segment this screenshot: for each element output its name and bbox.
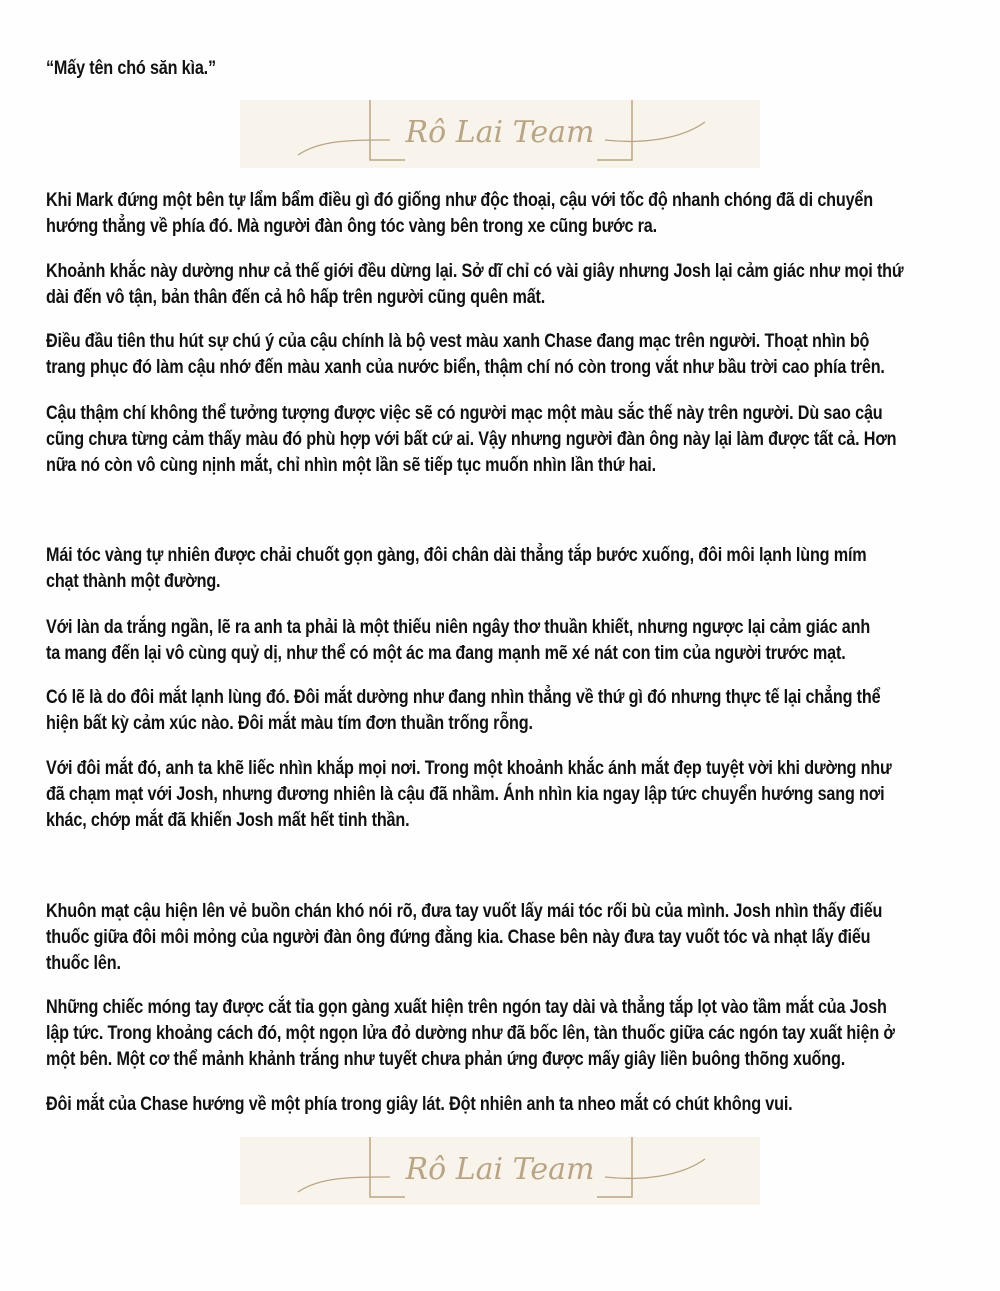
- text-line: lập tức. Trong khoảng cách đó, một ngọn lửa đỏ dường như đã bốc lên, tàn thuốc giữa các ngón tay xuất hiện ở: [46, 1022, 895, 1044]
- text-line: một bên. Một cơ thể mảnh khảnh trắng như tuyết chưa phản ứng được mấy giây liền buông thõng xuống.: [46, 1048, 846, 1070]
- paragraph-4: [46, 400, 1000, 478]
- paragraph-8: [46, 755, 1000, 833]
- paragraph-10: [46, 994, 1000, 1072]
- team-logo: [240, 100, 760, 168]
- text-line: Với đôi mắt đó, anh ta khẽ liếc nhìn khắp mọi nơi. Trong một khoảnh khắc ánh mắt đẹp tuyệt vời khi dường như: [46, 757, 892, 779]
- text-line: Khuôn mạt cậu hiện lên vẻ buồn chán khó nói rõ, đưa tay vuốt lấy mái tóc rối bù của mình. Josh nhìn thấy điếu: [46, 900, 883, 922]
- logo-text: Rô Lai Team: [405, 1152, 595, 1187]
- text-line: hướng thẳng về phía đó. Mà người đàn ông tóc vàng bên trong xe cũng bước ra.: [46, 215, 657, 237]
- paragraph-7: [46, 684, 1000, 736]
- paragraph-2: [46, 258, 1000, 310]
- text-line: chạt thành một đường.: [46, 570, 221, 592]
- text-line: dài đến vô tận, bản thân đến cả hô hấp trên người cũng quên mất.: [46, 286, 546, 308]
- text-line: đã chạm mạt với Josh, nhưng đương nhiên là cậu đã nhầm. Ánh nhìn kia ngay lập tức chuyển hướng sang nơi: [46, 783, 885, 805]
- logo-text: Rô Lai Team: [405, 115, 595, 150]
- paragraph-1: [46, 187, 1000, 239]
- text-line: cũng chưa từng cảm thấy màu đó phù hợp với bất cứ ai. Vậy nhưng người đàn ông này lại làm được tất cả. Hơn: [46, 428, 897, 450]
- paragraph-3: [46, 328, 1000, 380]
- text-line: Có lẽ là do đôi mắt lạnh lùng đó. Đôi mắt dường như đang nhìn thẳng về thứ gì đó nhưng thực tế lại chẳng thể: [46, 686, 881, 708]
- text-line: khác, chớp mắt đã khiến Josh mất hết tinh thần.: [46, 809, 410, 831]
- text-line: Mái tóc vàng tự nhiên được chải chuốt gọn gàng, đôi chân dài thẳng tắp bước xuống, đôi môi lạnh lùng mím: [46, 544, 867, 566]
- text-line: thuốc lên.: [46, 952, 121, 974]
- text-line: Điều đầu tiên thu hút sự chú ý của cậu chính là bộ vest màu xanh Chase đang mạc trên người. Thoạt nhìn bộ: [46, 330, 870, 352]
- text-line: Khoảnh khắc này dường như cả thế giới đều dừng lại. Sở dĩ chỉ có vài giây nhưng Josh lại cảm giác như mọi thứ: [46, 260, 904, 282]
- text-line: Với làn da trắng ngần, lẽ ra anh ta phải là một thiếu niên ngây thơ thuần khiết, nhưng ngược lại cảm giác anh: [46, 616, 871, 638]
- text-line: ta mang đến lại vô cùng quỷ dị, như thể có một ác ma đang mạnh mẽ xé nát con tim của người trước mạt.: [46, 642, 846, 664]
- text-line: trang phục đó làm cậu nhớ đến màu xanh của nước biển, thậm chí nó còn trong vắt như bầu trời cao phía trên.: [46, 356, 885, 378]
- text-line: hiện bất kỳ cảm xúc nào. Đôi mắt màu tím đơn thuần trống rỗng.: [46, 712, 533, 734]
- paragraph-11: [46, 1091, 1000, 1117]
- team-logo-banner-top: [240, 100, 760, 168]
- text-line: “Mấy tên chó săn kìa.”: [46, 57, 216, 79]
- paragraph-9: [46, 898, 1000, 976]
- paragraph-5: [46, 542, 1000, 594]
- text-line: Khi Mark đứng một bên tự lẩm bẩm điều gì đó giống như độc thoại, cậu với tốc độ nhanh chóng đã di chuyển: [46, 189, 873, 211]
- team-logo-banner-bottom: [240, 1137, 760, 1205]
- text-line: thuốc giữa đôi môi mỏng của người đàn ông đứng đằng kia. Chase bên này đưa tay vuốt tóc và nhạt lấy điếu: [46, 926, 871, 948]
- text-line: nữa nó còn vô cùng nịnh mắt, chỉ nhìn một lần sẽ tiếp tục muốn nhìn lần thứ hai.: [46, 454, 656, 476]
- text-line: Những chiếc móng tay được cắt tỉa gọn gàng xuất hiện trên ngón tay dài và thẳng tắp lọt vào tầm mắt của Josh: [46, 996, 887, 1018]
- text-line: Cậu thậm chí không thể tưởng tượng được việc sẽ có người mạc một màu sắc thế này trên người. Dù sao cậu: [46, 402, 883, 424]
- opening-line: [46, 55, 1000, 81]
- team-logo: [240, 1137, 760, 1205]
- paragraph-6: [46, 614, 1000, 666]
- text-line: Đôi mắt của Chase hướng về một phía trong giây lát. Đột nhiên anh ta nheo mắt có chút không vui.: [46, 1093, 793, 1115]
